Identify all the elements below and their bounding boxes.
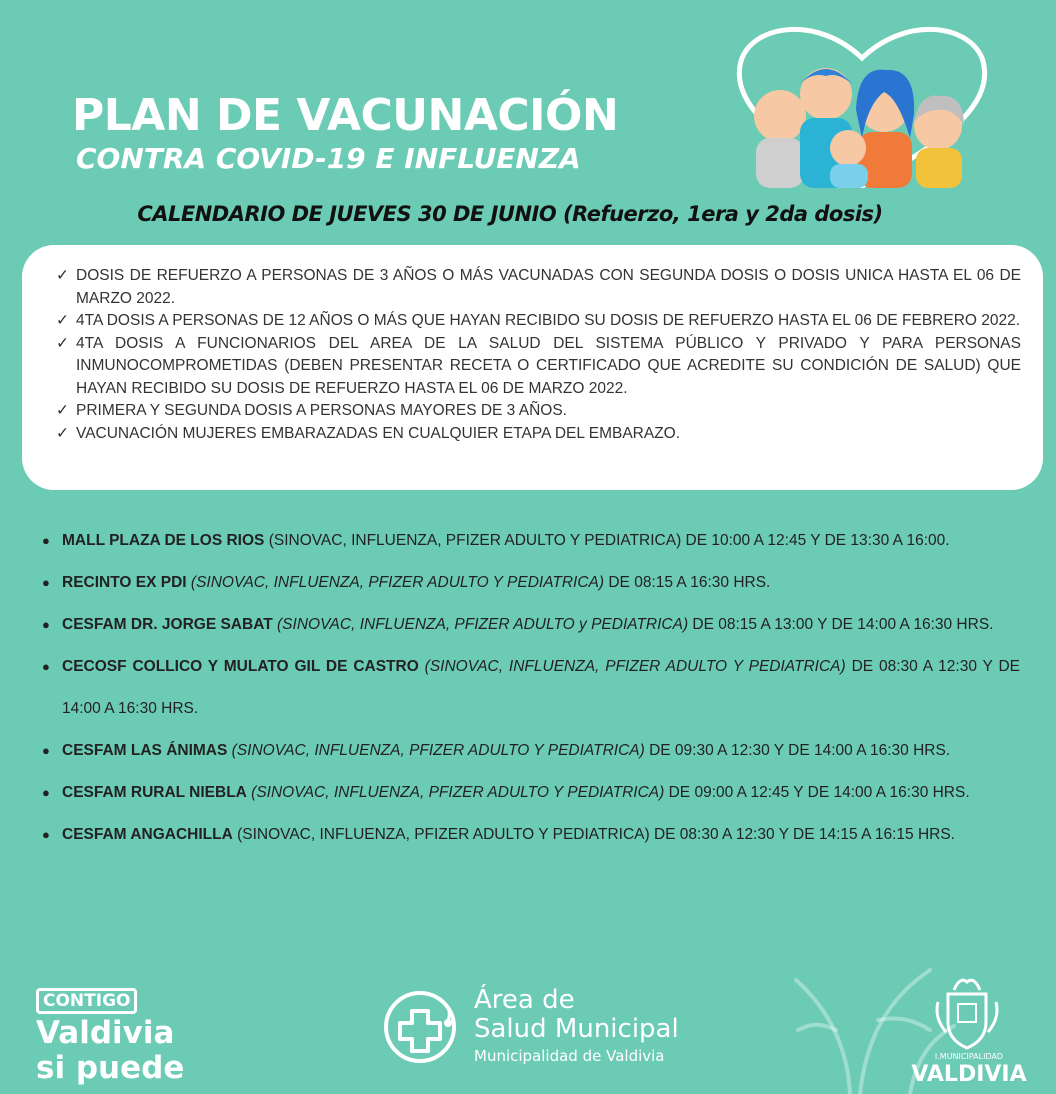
bullet-icon: ● <box>42 533 50 548</box>
bullet-icon: ● <box>42 575 50 590</box>
bullet-icon: ● <box>42 785 50 800</box>
slogan-line2: si puede <box>36 1050 185 1086</box>
list-item: ✓ VACUNACIÓN MUJERES EMBARAZADAS EN CUALQUIER ETAPA DEL EMBARAZO. <box>56 423 1021 446</box>
area-line2: Salud Municipal <box>474 1014 679 1044</box>
area-salud-logo-text <box>474 986 679 1066</box>
list-item: ✓ 4TA DOSIS A FUNCIONARIOS DEL AREA DE LA SALUD DEL SISTEMA PÚBLICO Y PRIVADO Y PARA PERSONAS INMUNOCOMPROMETIDAS (DEBEN PRESENTAR RECETA O CERTIFICADO QUE ACREDITE SU CONDICIÓN DE SALUD) QUE HAYAN RECIBIDO SU DOSIS DE REFUERZO HASTA EL 06 DE MARZO 2022. <box>56 334 1021 397</box>
site-item: ● CESFAM RURAL NIEBLA (SINOVAC, INFLUENZA, PFIZER ADULTO Y PEDIATRICA) DE 09:00 A 12:45 Y DE 14:00 A 16:30 HRS. <box>40 772 1020 814</box>
check-icon: ✓ <box>56 402 69 419</box>
list-item: ✓ PRIMERA Y SEGUNDA DOSIS A PERSONAS MAYORES DE 3 AÑOS. <box>56 400 1021 423</box>
municipality-name: VALDIVIA <box>911 1062 1027 1087</box>
contigo-logo <box>36 988 184 1084</box>
eligibility-list <box>22 245 1043 445</box>
bullet-icon: ● <box>42 827 50 842</box>
area-line1: Área de <box>474 985 575 1015</box>
site-item: ● CESFAM DR. JORGE SABAT (SINOVAC, INFLUENZA, PFIZER ADULTO y PEDIATRICA) DE 08:15 A 13:00 Y DE 14:00 A 16:30 HRS. <box>40 604 1020 646</box>
check-icon: ✓ <box>56 267 69 284</box>
list-item: ✓ DOSIS DE REFUERZO A PERSONAS DE 3 AÑOS O MÁS VACUNADAS CON SEGUNDA DOSIS O DOSIS UNICA HASTA EL 06 DE MARZO 2022. <box>56 267 1021 307</box>
check-icon: ✓ <box>56 334 69 352</box>
family-illustration-icon <box>728 18 996 188</box>
site-item: ● RECINTO EX PDI (SINOVAC, INFLUENZA, PFIZER ADULTO Y PEDIATRICA) DE 08:15 A 16:30 HRS. <box>40 562 1020 604</box>
page-subtitle: CONTRA COVID-19 E INFLUENZA <box>76 142 581 175</box>
bullet-icon: ● <box>42 617 50 632</box>
slogan-line1: Valdivia <box>36 1015 175 1051</box>
site-item: ● MALL PLAZA DE LOS RIOS (SINOVAC, INFLUENZA, PFIZER ADULTO Y PEDIATRICA) DE 10:00 A 12:45 Y DE 13:30 A 16:00. <box>40 520 1020 562</box>
bullet-icon: ● <box>42 659 50 674</box>
site-item: ● CESFAM LAS ÁNIMAS (SINOVAC, INFLUENZA, PFIZER ADULTO Y PEDIATRICA) DE 09:30 A 12:30 Y DE 14:00 A 16:30 HRS. <box>40 730 1020 772</box>
vaccination-sites-list <box>40 520 1020 856</box>
page-title: PLAN DE VACUNACIÓN <box>72 90 619 141</box>
health-cross-icon <box>382 985 462 1065</box>
check-icon: ✓ <box>56 424 69 442</box>
bullet-icon: ● <box>42 743 50 758</box>
area-line3: Municipalidad de Valdivia <box>474 1047 665 1065</box>
valdivia-crest-icon <box>934 972 1000 1050</box>
check-icon: ✓ <box>56 312 69 329</box>
calendar-title: CALENDARIO DE JUEVES 30 DE JUNIO (Refuerzo, 1era y 2da dosis) <box>137 202 883 226</box>
contigo-badge: CONTIGO <box>36 988 137 1014</box>
eligibility-panel <box>22 245 1043 490</box>
site-item: ● CECOSF COLLICO Y MULATO GIL DE CASTRO (SINOVAC, INFLUENZA, PFIZER ADULTO Y PEDIATRICA) DE 08:30 A 12:30 Y DE 14:00 A 16:30 HRS. <box>40 646 1020 730</box>
list-item: ✓ 4TA DOSIS A PERSONAS DE 12 AÑOS O MÁS QUE HAYAN RECIBIDO SU DOSIS DE REFUERZO HASTA EL 06 DE FEBRERO 2022. <box>56 310 1021 333</box>
municipality-label: I.MUNICIPALIDAD <box>934 1052 1004 1061</box>
site-item: ● CESFAM ANGACHILLA (SINOVAC, INFLUENZA, PFIZER ADULTO Y PEDIATRICA) DE 08:30 A 12:30 Y DE 14:15 A 16:15 HRS. <box>40 814 1020 856</box>
